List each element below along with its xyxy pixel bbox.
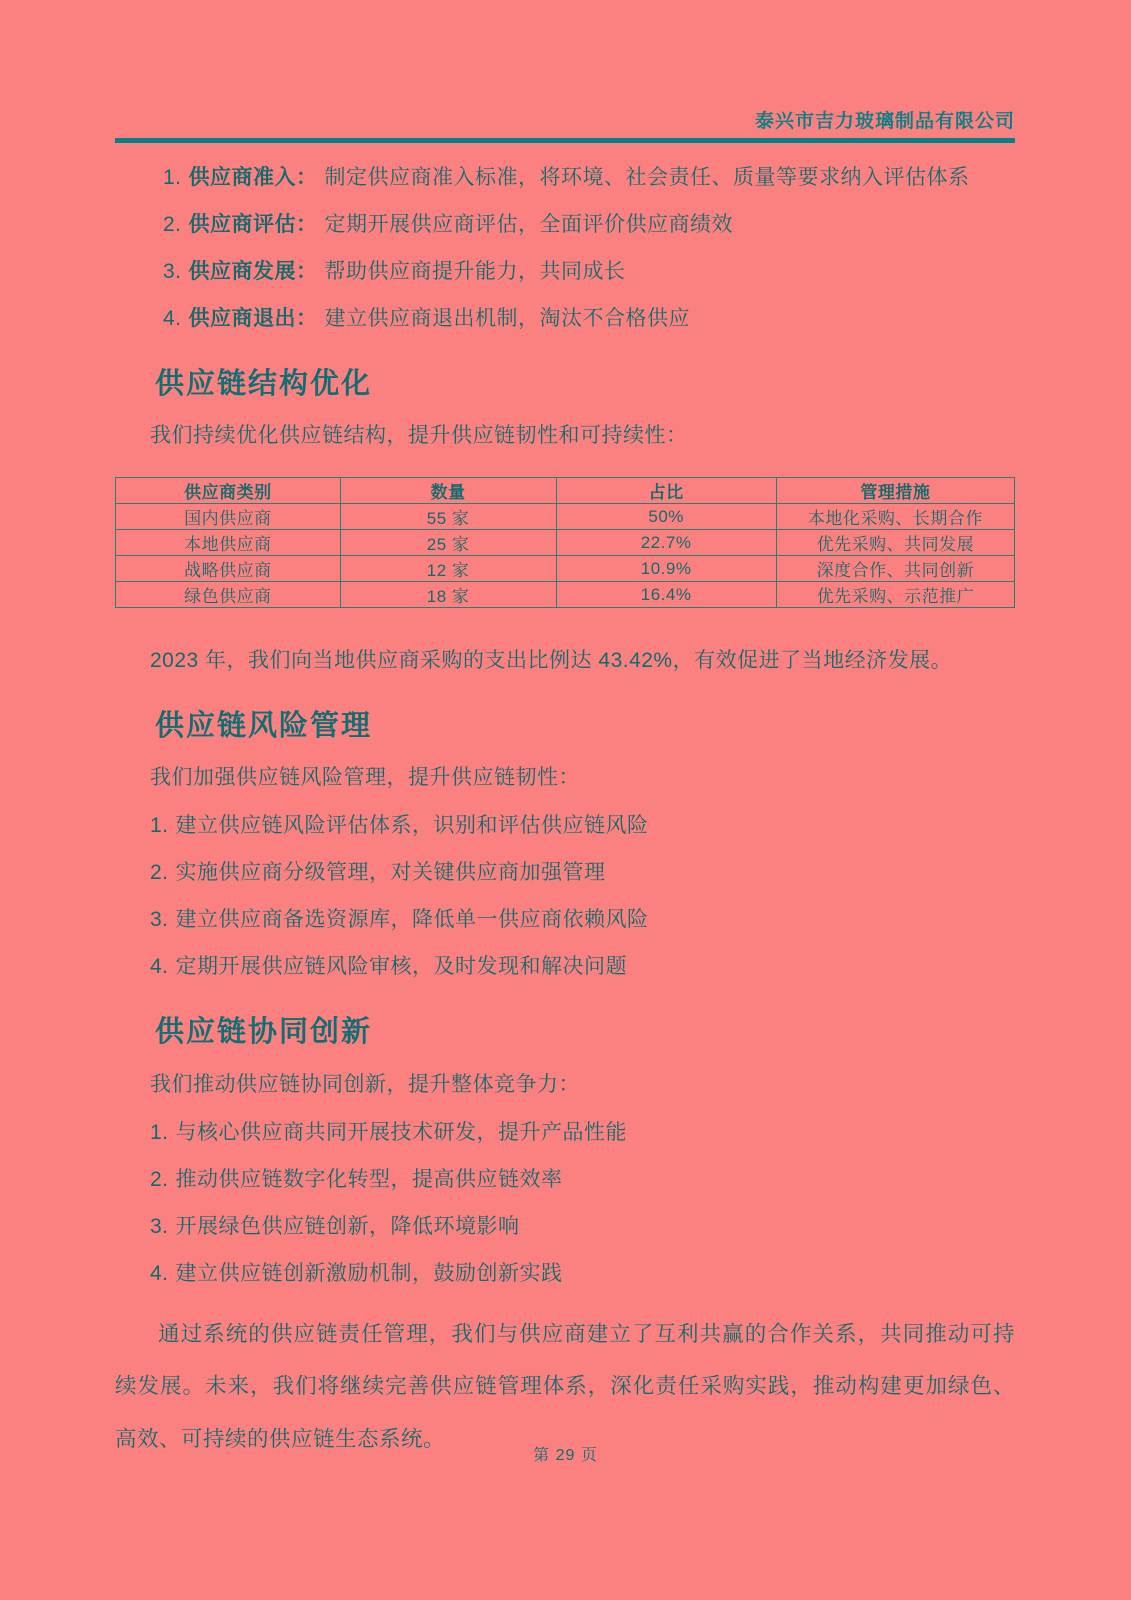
supplier-structure-table: [115, 477, 1015, 608]
list-item-desc: 定期开展供应商评估，全面评价供应商绩效: [324, 212, 734, 236]
table-cell: 18 家: [340, 582, 556, 608]
table-header-cell: 管理措施: [776, 478, 1014, 504]
list-item-number: 2.: [150, 1167, 169, 1191]
list-item: [163, 212, 1015, 238]
local-procurement-note: 2023 年，我们向当地供应商采购的支出比例达 43.42%，有效促进了当地经济发展。: [150, 649, 953, 673]
list-item: [150, 813, 1015, 839]
list-item-number: 2.: [150, 861, 169, 885]
list-item-number: 3.: [150, 908, 169, 932]
list-item-number: 1.: [150, 1120, 169, 1144]
table-cell: 国内供应商: [116, 504, 341, 530]
table-cell: 本地供应商: [116, 530, 341, 556]
closing-paragraph: 通过系统的供应链责任管理，我们与供应商建立了互利共赢的合作关系，共同推动可持续发展。未来，我们将继续完善供应链管理体系，深化责任采购实践，推动构建更加绿色、高效、可持续的供应链生态系统。: [115, 1321, 1015, 1452]
list-item-number: 4.: [150, 955, 169, 979]
list-item: [150, 954, 1015, 980]
list-item-desc: 制定供应商准入标准，将环境、社会责任、质量等要求纳入评估体系: [324, 165, 970, 189]
table-cell: 战略供应商: [116, 556, 341, 582]
list-item-text: 实施供应商分级管理，对关键供应商加强管理: [175, 861, 606, 885]
table-cell: 优先采购、共同发展: [776, 530, 1014, 556]
list-item-term: 供应商退出：: [188, 306, 318, 330]
list-item-term: 供应商准入：: [188, 165, 318, 189]
list-item-term: 供应商发展：: [188, 259, 318, 283]
company-name: 泰兴市吉力玻璃制品有限公司: [754, 111, 1015, 132]
table-row: [116, 582, 1015, 608]
table-cell: 50%: [556, 504, 776, 530]
risk-list: [115, 813, 1015, 980]
table-header-cell: 占比: [556, 478, 776, 504]
list-item-number: 2.: [163, 212, 182, 236]
table-cell: 16.4%: [556, 582, 776, 608]
list-item-number: 3.: [150, 1214, 169, 1238]
list-item-text: 定期开展供应链风险审核，及时发现和解决问题: [175, 955, 628, 979]
page-content: [0, 165, 1131, 1466]
list-item-number: 4.: [163, 306, 182, 330]
list-item-number: 3.: [163, 259, 182, 283]
section-intro-risk: 我们加强供应链风险管理，提升供应链韧性：: [150, 766, 580, 790]
list-item: [150, 1167, 1015, 1193]
table-row: [116, 556, 1015, 582]
page-header: [0, 0, 1131, 134]
supplier-lifecycle-list: [115, 165, 1015, 332]
header-divider: [115, 138, 1015, 143]
table-row: [116, 504, 1015, 530]
page-number: 第 29 页: [533, 1447, 598, 1464]
list-item-text: 建立供应商备选资源库，降低单一供应商依赖风险: [175, 908, 649, 932]
list-item: [163, 259, 1015, 285]
table-cell: 深度合作、共同创新: [776, 556, 1014, 582]
list-item: [163, 165, 1015, 191]
list-item-term: 供应商评估：: [188, 212, 318, 236]
list-item-text: 建立供应链风险评估体系，识别和评估供应链风险: [175, 814, 649, 838]
section-title-structure: 供应链结构优化: [155, 367, 373, 400]
list-item: [150, 1120, 1015, 1146]
list-item-text: 与核心供应商共同开展技术研发，提升产品性能: [175, 1120, 628, 1144]
list-item: [150, 1214, 1015, 1240]
list-item: [150, 907, 1015, 933]
list-item-text: 建立供应链创新激励机制，鼓励创新实践: [175, 1261, 563, 1285]
list-item-desc: 帮助供应商提升能力，共同成长: [324, 259, 626, 283]
list-item: [150, 1261, 1015, 1287]
innovation-list: [115, 1120, 1015, 1287]
table-cell: 优先采购、示范推广: [776, 582, 1014, 608]
table-row: [116, 530, 1015, 556]
table-cell: 绿色供应商: [116, 582, 341, 608]
section-intro-innovation: 我们推动供应链协同创新，提升整体竞争力：: [150, 1072, 580, 1096]
table-cell: 12 家: [340, 556, 556, 582]
table-cell: 25 家: [340, 530, 556, 556]
section-title-risk: 供应链风险管理: [155, 710, 373, 743]
section-intro-structure: 我们持续优化供应链结构，提升供应链韧性和可持续性：: [150, 424, 688, 448]
list-item-text: 推动供应链数字化转型，提高供应链效率: [175, 1167, 563, 1191]
table-cell: 22.7%: [556, 530, 776, 556]
table-cell: 55 家: [340, 504, 556, 530]
list-item-text: 开展绿色供应链创新，降低环境影响: [175, 1214, 520, 1238]
table-header-row: [116, 478, 1015, 504]
table-header-cell: 供应商类别: [116, 478, 341, 504]
list-item-number: 1.: [163, 165, 182, 189]
section-title-innovation: 供应链协同创新: [155, 1016, 373, 1049]
list-item: [150, 860, 1015, 886]
list-item-number: 4.: [150, 1261, 169, 1285]
list-item-desc: 建立供应商退出机制，淘汰不合格供应: [324, 306, 691, 330]
table-cell: 本地化采购、长期合作: [776, 504, 1014, 530]
list-item: [163, 306, 1015, 332]
table-cell: 10.9%: [556, 556, 776, 582]
list-item-number: 1.: [150, 814, 169, 838]
table-header-cell: 数量: [340, 478, 556, 504]
